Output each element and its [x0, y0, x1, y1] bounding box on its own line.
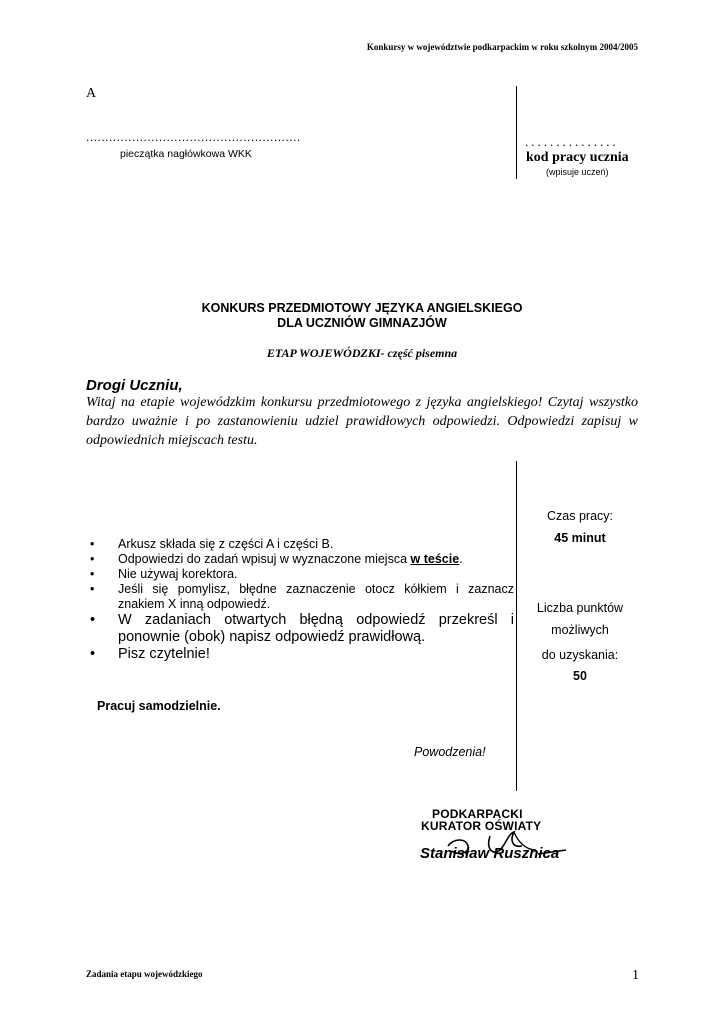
- greeting: Drogi Uczniu,: [86, 377, 183, 394]
- rule-text: Odpowiedzi do zadań wpisuj w wyznaczone miejsca: [118, 552, 411, 566]
- footer-caption: Zadania etapu wojewódzkiego: [86, 969, 203, 979]
- contest-title: [0, 301, 724, 331]
- rule-text: Pisz czytelnie!: [118, 646, 210, 662]
- title-line-2: DLA UCZNIÓW GIMNAZJÓW: [277, 316, 447, 330]
- stage-subtitle: ETAP WOJEWÓDZKI- część pisemna: [266, 346, 458, 360]
- list-item: [90, 552, 514, 567]
- instructions-divider: [516, 461, 517, 791]
- variant-letter: A: [86, 86, 97, 101]
- code-divider: [516, 86, 517, 179]
- page-number: 1: [632, 968, 639, 983]
- intro-paragraph: Witaj na etapie wojewódzkim konkursu przedmiotowego z języka angielskiego! Czytaj wszystko bardzo uważnie i po zastanowieniu udziel prawidłowych odpowiedzi. Odpowiedzi zapisuj w odpowiednich miejscach testu.: [86, 395, 638, 448]
- time-label: Czas pracy:: [547, 509, 613, 523]
- points-value: 50: [573, 669, 587, 683]
- seal-line-1: PODKARPACKI: [432, 807, 523, 821]
- rule-text: Nie używaj korektora.: [118, 567, 238, 581]
- instructions-list: [90, 537, 514, 663]
- list-item: [90, 537, 514, 552]
- student-code-note: (wpisuje uczeń): [546, 167, 609, 177]
- good-luck-note: Powodzenia!: [414, 745, 486, 759]
- code-dotted-line: ...............: [525, 134, 619, 149]
- rule-text: Arkusz składa się z części A i części B.: [118, 537, 334, 551]
- stamp-dotted-line: ........................................................: [86, 130, 301, 144]
- list-item: [90, 646, 514, 663]
- points-label-line-2: możliwych: [551, 623, 609, 637]
- time-value: 45 minut: [554, 531, 606, 545]
- rule-emphasis: w teście: [410, 552, 460, 566]
- stamp-label: pieczątka nagłówkowa WKK: [120, 148, 252, 160]
- seal-line-2: KURATOR OŚWIATY: [421, 819, 542, 833]
- list-item: [90, 612, 514, 646]
- list-item: [90, 582, 514, 612]
- self-work-note: Pracuj samodzielnie.: [97, 699, 221, 713]
- rule-text: W zadaniach otwartych błędną odpowiedź przekreśl i ponownie (obok) napisz odpowiedź prawidłową.: [118, 612, 514, 645]
- signature-name: Stanisław Rusznica: [420, 845, 560, 862]
- student-code-label: kod pracy ucznia: [526, 150, 629, 165]
- points-label-line-1: Liczba punktów: [536, 601, 624, 615]
- rule-text: .: [459, 552, 463, 566]
- running-header: Konkursy w województwie podkarpackim w roku szkolnym 2004/2005: [366, 42, 638, 52]
- rule-text: Jeśli się pomylisz, błędne zaznaczenie otocz kółkiem i zaznacz znakiem X inną odpowiedź.: [118, 582, 514, 611]
- list-item: [90, 567, 514, 582]
- points-label-line-3: do uzyskania:: [541, 648, 619, 662]
- title-line-1: KONKURS PRZEDMIOTOWY JĘZYKA ANGIELSKIEGO: [201, 301, 523, 315]
